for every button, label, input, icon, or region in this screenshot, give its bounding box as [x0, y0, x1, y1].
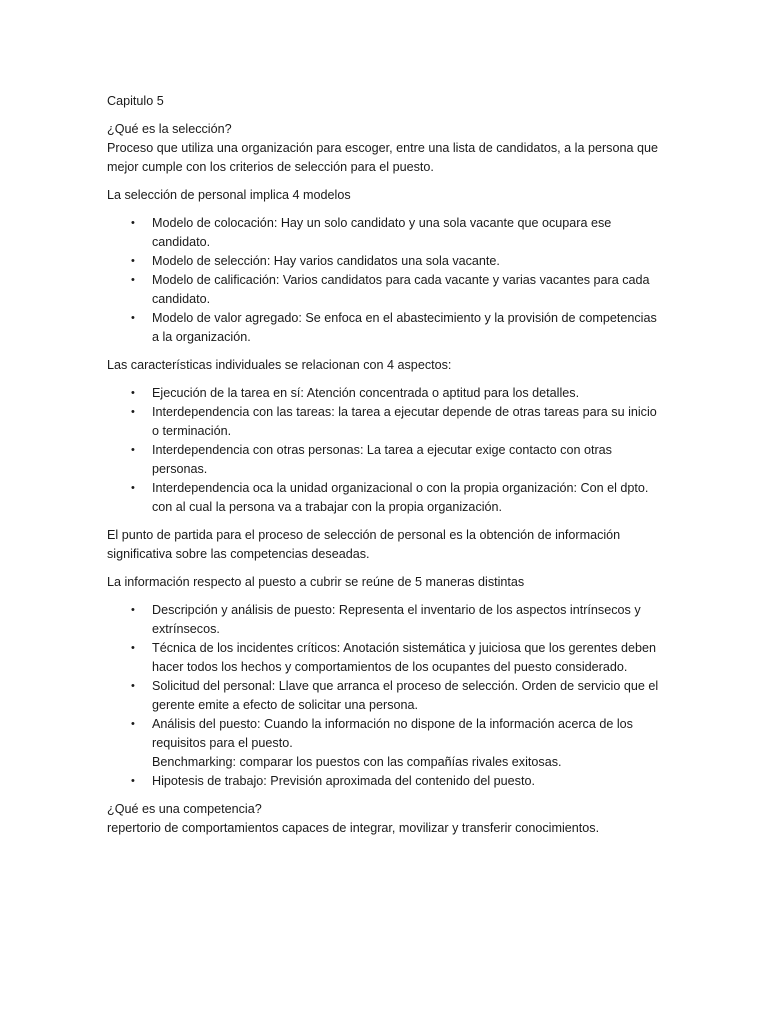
- bullet-icon: •: [131, 312, 135, 324]
- bullet-icon: •: [131, 406, 135, 418]
- list-item: • Modelo de valor agregado: Se enfoca en el abastecimiento y la provisión de competencias a la organización.: [131, 311, 657, 344]
- list-item: • Solicitud del personal: Llave que arranca el proceso de selección. Orden de servicio que el gerente emite a efecto de solicitar una persona.: [131, 679, 659, 712]
- bullet-icon: •: [131, 718, 135, 730]
- bullet-icon: •: [131, 604, 135, 616]
- info-list: [107, 601, 667, 791]
- traits-list: [107, 384, 667, 517]
- list-item: • Análisis del puesto: Cuando la información no dispone de la información acerca de los requisitos para el puesto. Benchmarking: comparar los puestos con las compañías rivales exitosas.: [152, 715, 667, 772]
- list-item: • Modelo de calificación: Varios candidatos para cada vacante y varias vacantes para cada candidato.: [131, 273, 650, 306]
- traits-intro: Las características individuales se relacionan con 4 aspectos:: [107, 358, 452, 372]
- list-item: • Interdependencia con otras personas: La tarea a ejecutar exige contacto con otras personas.: [131, 443, 612, 476]
- info-intro: La información respecto al puesto a cubrir se reúne de 5 maneras distintas: [107, 575, 525, 589]
- document-page: [107, 92, 667, 838]
- competency-question: ¿Qué es una competencia?: [107, 802, 262, 816]
- starting-point-paragraph: El punto de partida para el proceso de selección de personal es la obtención de información significativa sobre las competencias deseadas.: [107, 528, 621, 561]
- list-item: • Modelo de colocación: Hay un solo candidato y una sola vacante que ocupara ese candidato.: [131, 216, 612, 249]
- bullet-icon: •: [131, 775, 135, 787]
- bullet-icon: •: [131, 255, 135, 267]
- bullet-icon: •: [131, 217, 135, 229]
- bullet-icon: •: [131, 274, 135, 286]
- benchmarking-note: Benchmarking: comparar los puestos con las compañías rivales exitosas.: [152, 755, 562, 769]
- selection-definition: [107, 120, 667, 177]
- list-item: • Interdependencia oca la unidad organizacional o con la propia organización: Con el dpto. con al cual la persona va a trabajar con la propia organización.: [131, 481, 649, 514]
- list-item: • Hipotesis de trabajo: Previsión aproximada del contenido del puesto.: [152, 772, 667, 791]
- list-item: • Ejecución de la tarea en sí: Atención concentrada o aptitud para los detalles.: [152, 384, 667, 403]
- bullet-icon: •: [131, 680, 135, 692]
- models-list: [107, 214, 667, 347]
- list-item: • Interdependencia con las tareas: la tarea a ejecutar depende de otras tareas para su inicio o terminación.: [131, 405, 657, 438]
- bullet-icon: •: [131, 387, 135, 399]
- bullet-icon: •: [131, 444, 135, 456]
- list-item: • Técnica de los incidentes críticos: Anotación sistemática y juiciosa que los gerentes deben hacer todos los hechos y comportamientos de los ocupantes del puesto considerado.: [131, 641, 657, 674]
- selection-question: ¿Qué es la selección?: [107, 122, 232, 136]
- models-intro: La selección de personal implica 4 modelos: [107, 188, 351, 202]
- bullet-icon: •: [131, 642, 135, 654]
- bullet-icon: •: [131, 482, 135, 494]
- competency-definition: [107, 800, 667, 838]
- list-item: • Modelo de selección: Hay varios candidatos una sola vacante.: [152, 252, 667, 271]
- competency-answer: repertorio de comportamientos capaces de integrar, movilizar y transferir conocimientos.: [107, 821, 600, 835]
- selection-answer: Proceso que utiliza una organización para escoger, entre una lista de candidatos, a la persona que mejor cumple con los criterios de selección para el puesto.: [107, 141, 658, 174]
- list-item: • Descripción y análisis de puesto: Representa el inventario de los aspectos intrínsecos y extrínsecos.: [131, 603, 641, 636]
- chapter-heading: Capitulo 5: [107, 94, 164, 108]
